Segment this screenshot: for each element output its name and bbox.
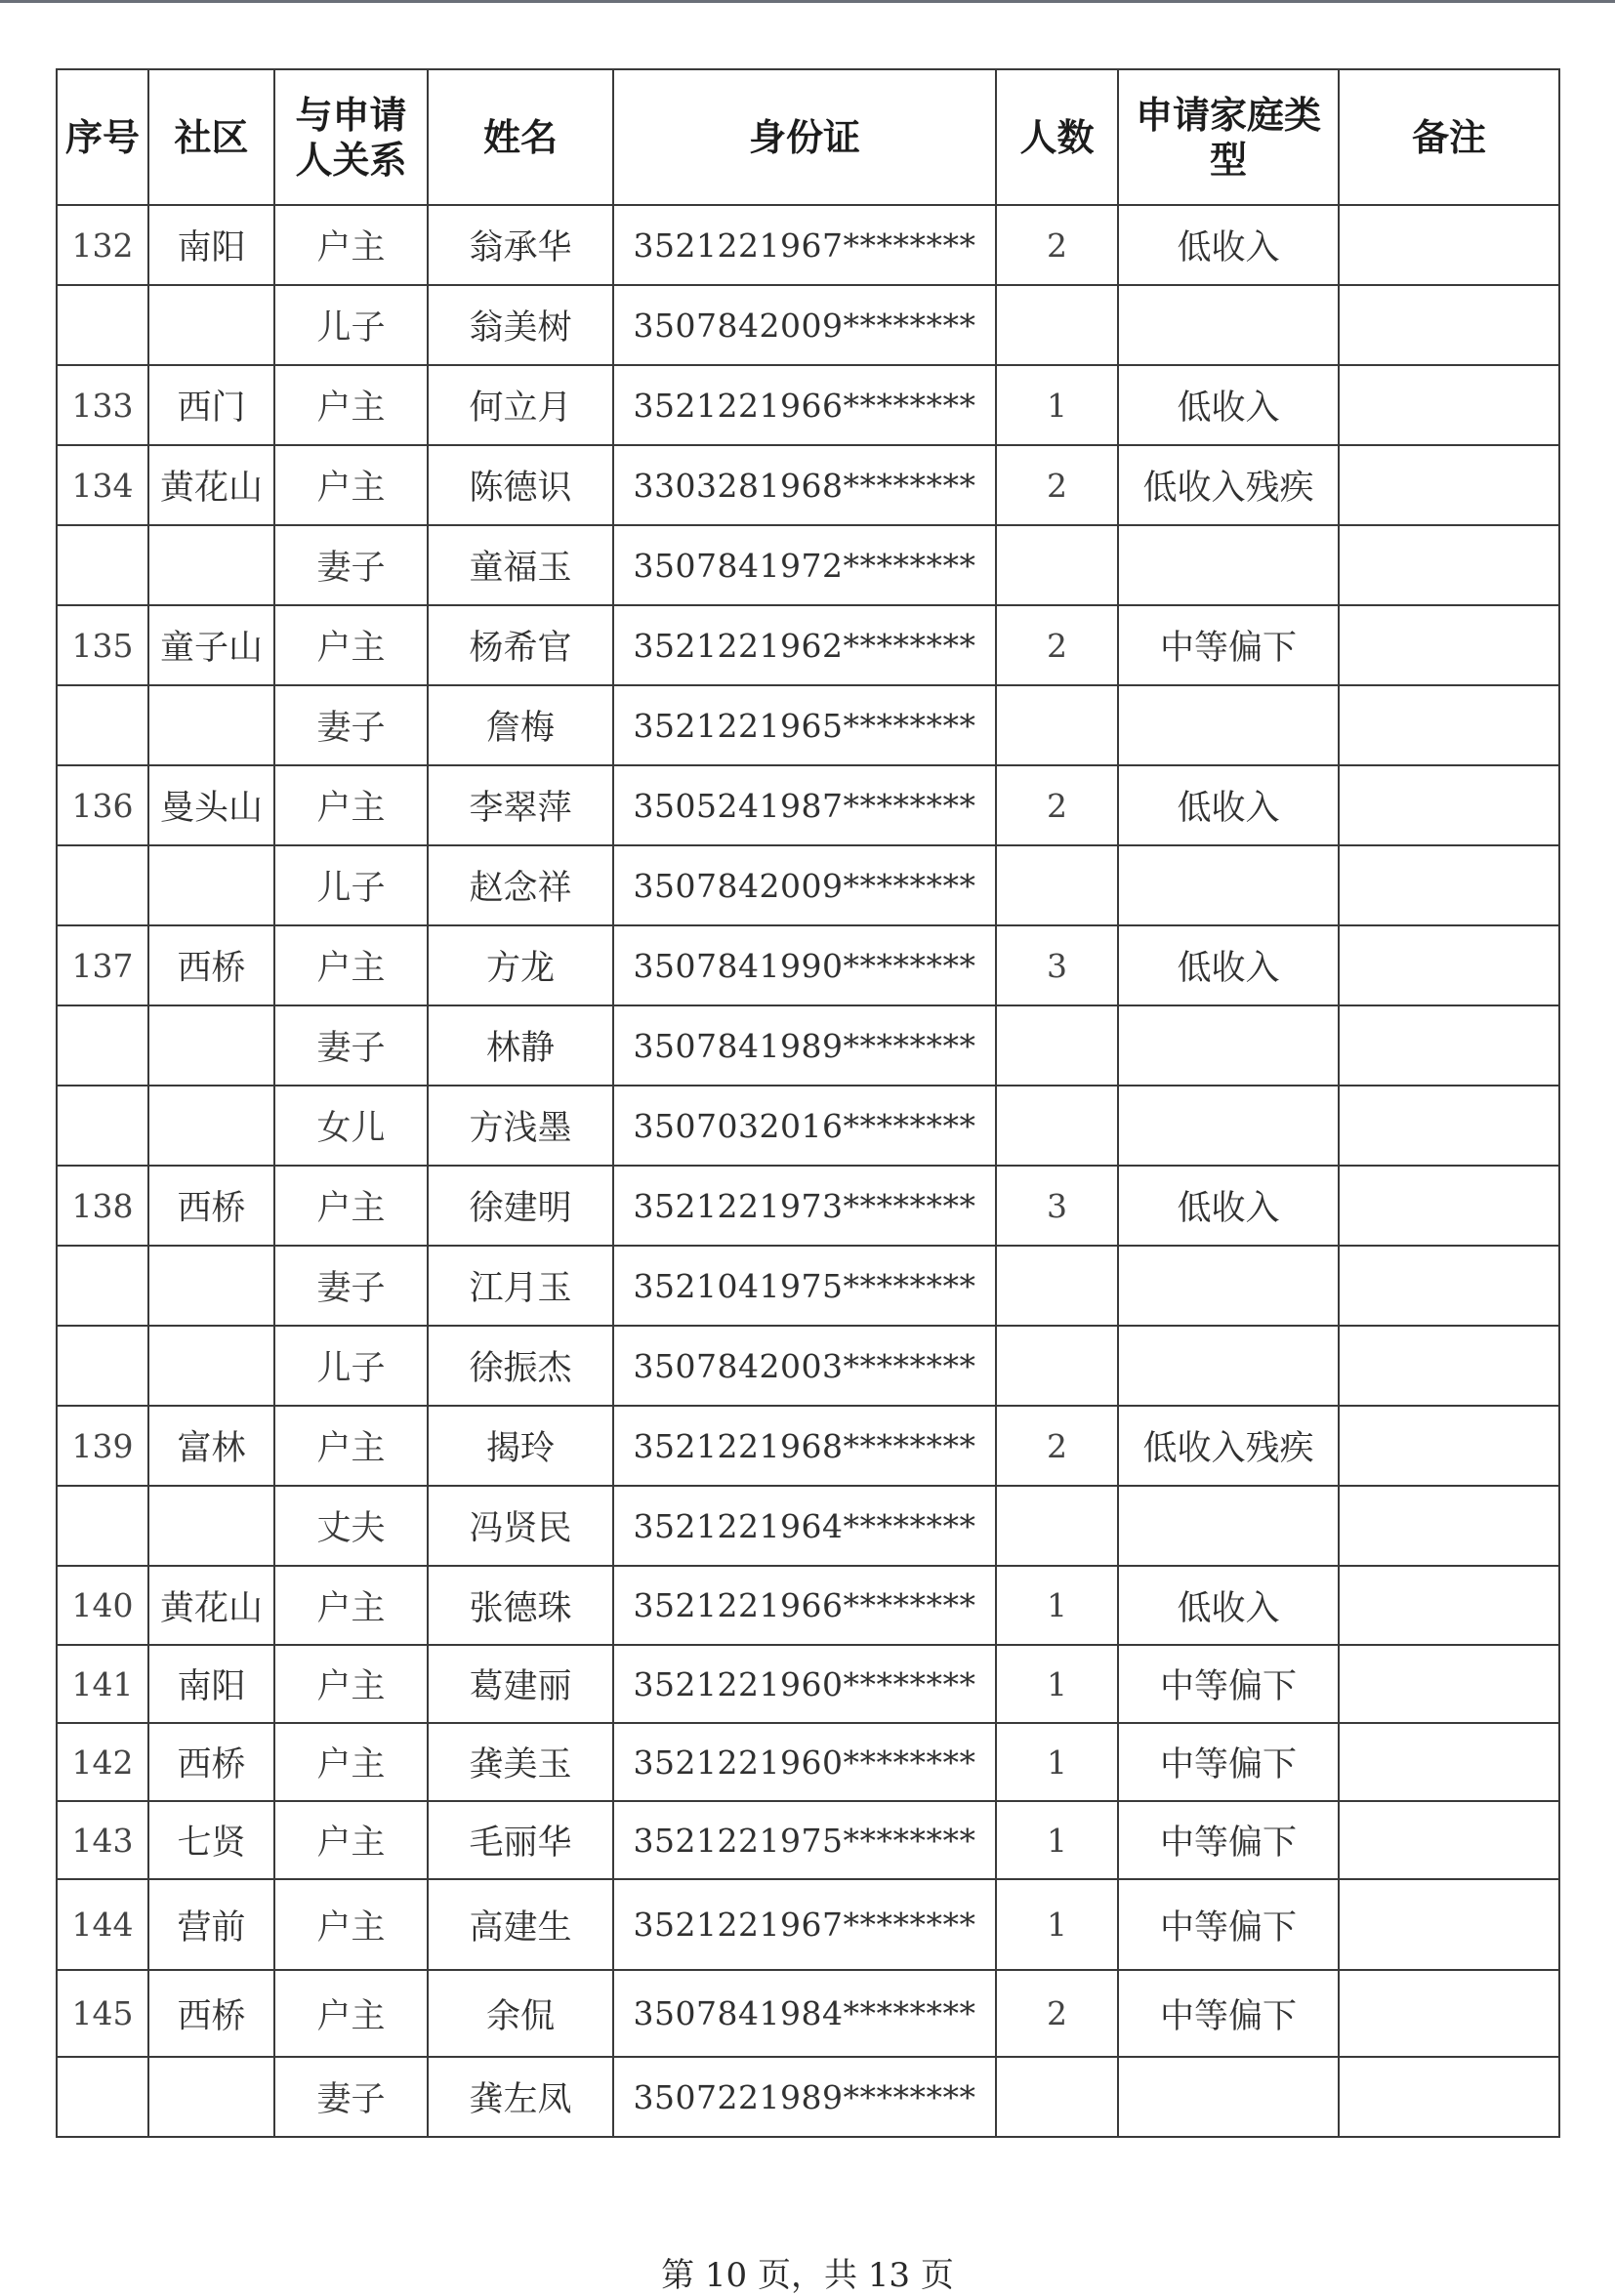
cell-community: 南阳 [148, 205, 274, 285]
cell-relation: 户主 [274, 605, 428, 685]
cell-relation: 妻子 [274, 2057, 428, 2137]
cell-id-number: 3507842009******** [613, 285, 996, 365]
cell-household-type: 低收入 [1118, 205, 1339, 285]
header-community: 社区 [148, 69, 274, 205]
table-row [57, 1086, 1559, 1166]
table-row [57, 1801, 1559, 1879]
cell-remark [1339, 2057, 1559, 2137]
cell-household-type: 中等偏下 [1118, 605, 1339, 685]
cell-household-type: 低收入 [1118, 1566, 1339, 1645]
table-row [57, 445, 1559, 525]
cell-name: 詹梅 [428, 685, 613, 765]
cell-community: 黄花山 [148, 1566, 274, 1645]
cell-name: 翁美树 [428, 285, 613, 365]
cell-member-count: 1 [996, 1723, 1118, 1801]
cell-community [148, 1005, 274, 1086]
cell-name: 葛建丽 [428, 1645, 613, 1723]
cell-community: 七贤 [148, 1801, 274, 1879]
cell-seq: 142 [57, 1723, 148, 1801]
cell-community [148, 845, 274, 925]
cell-name: 龚美玉 [428, 1723, 613, 1801]
cell-seq: 134 [57, 445, 148, 525]
cell-household-type: 低收入残疾 [1118, 445, 1339, 525]
table-row [57, 845, 1559, 925]
cell-member-count [996, 1086, 1118, 1166]
table-row [57, 765, 1559, 845]
scan-edge [0, 0, 1615, 3]
cell-member-count: 1 [996, 365, 1118, 445]
cell-seq [57, 1005, 148, 1086]
cell-relation: 儿子 [274, 285, 428, 365]
cell-member-count [996, 525, 1118, 605]
cell-id-number: 3507842009******** [613, 845, 996, 925]
cell-remark [1339, 205, 1559, 285]
cell-seq: 132 [57, 205, 148, 285]
header-name: 姓名 [428, 69, 613, 205]
table-row [57, 685, 1559, 765]
cell-relation: 户主 [274, 445, 428, 525]
cell-remark [1339, 365, 1559, 445]
cell-seq [57, 845, 148, 925]
cell-member-count [996, 1326, 1118, 1406]
cell-seq: 138 [57, 1166, 148, 1246]
cell-household-type [1118, 1486, 1339, 1566]
header-row [57, 69, 1559, 205]
cell-community [148, 2057, 274, 2137]
cell-household-type: 中等偏下 [1118, 1801, 1339, 1879]
cell-member-count: 3 [996, 1166, 1118, 1246]
cell-remark [1339, 1166, 1559, 1246]
cell-id-number: 3507841984******** [613, 1970, 996, 2057]
cell-community: 曼头山 [148, 765, 274, 845]
cell-relation: 女儿 [274, 1086, 428, 1166]
cell-name: 揭玲 [428, 1406, 613, 1486]
cell-relation: 户主 [274, 1879, 428, 1970]
cell-member-count: 1 [996, 1879, 1118, 1970]
cell-name: 何立月 [428, 365, 613, 445]
cell-name: 杨希官 [428, 605, 613, 685]
cell-household-type: 低收入残疾 [1118, 1406, 1339, 1486]
cell-household-type [1118, 845, 1339, 925]
header-relation [274, 69, 428, 205]
cell-id-number: 3507032016******** [613, 1086, 996, 1166]
table-row [57, 1326, 1559, 1406]
cell-id-number: 3303281968******** [613, 445, 996, 525]
cell-relation: 户主 [274, 1723, 428, 1801]
cell-remark [1339, 525, 1559, 605]
cell-remark [1339, 845, 1559, 925]
cell-member-count [996, 285, 1118, 365]
cell-member-count: 2 [996, 765, 1118, 845]
cell-household-type: 中等偏下 [1118, 1970, 1339, 2057]
cell-seq [57, 2057, 148, 2137]
header-seq: 序号 [57, 69, 148, 205]
cell-id-number: 3521221966******** [613, 1566, 996, 1645]
table-row [57, 605, 1559, 685]
cell-seq: 137 [57, 925, 148, 1005]
cell-household-type: 低收入 [1118, 925, 1339, 1005]
cell-name: 张德珠 [428, 1566, 613, 1645]
cell-seq [57, 1086, 148, 1166]
cell-member-count [996, 1005, 1118, 1086]
header-type [1118, 69, 1339, 205]
cell-id-number: 3521041975******** [613, 1246, 996, 1326]
cell-community: 南阳 [148, 1645, 274, 1723]
cell-household-type: 低收入 [1118, 365, 1339, 445]
cell-household-type [1118, 525, 1339, 605]
cell-remark [1339, 685, 1559, 765]
cell-id-number: 3507841990******** [613, 925, 996, 1005]
cell-relation: 户主 [274, 1166, 428, 1246]
table-row [57, 925, 1559, 1005]
cell-id-number: 3507841972******** [613, 525, 996, 605]
cell-seq: 145 [57, 1970, 148, 2057]
cell-seq [57, 525, 148, 605]
cell-community [148, 1246, 274, 1326]
cell-household-type [1118, 685, 1339, 765]
cell-community: 童子山 [148, 605, 274, 685]
cell-id-number: 3521221964******** [613, 1486, 996, 1566]
cell-member-count: 2 [996, 1406, 1118, 1486]
cell-relation: 丈夫 [274, 1486, 428, 1566]
cell-seq: 136 [57, 765, 148, 845]
cell-relation: 户主 [274, 1566, 428, 1645]
cell-seq: 135 [57, 605, 148, 685]
cell-remark [1339, 1005, 1559, 1086]
cell-id-number: 3521221960******** [613, 1723, 996, 1801]
cell-member-count [996, 845, 1118, 925]
cell-remark [1339, 1406, 1559, 1486]
table-row [57, 1566, 1559, 1645]
cell-name: 余侃 [428, 1970, 613, 2057]
cell-name: 徐建明 [428, 1166, 613, 1246]
cell-relation: 户主 [274, 1801, 428, 1879]
cell-member-count: 2 [996, 1970, 1118, 2057]
header-remark: 备注 [1339, 69, 1559, 205]
cell-id-number: 3521221960******** [613, 1645, 996, 1723]
cell-seq: 133 [57, 365, 148, 445]
cell-member-count: 3 [996, 925, 1118, 1005]
table-row [57, 205, 1559, 285]
cell-household-type [1118, 285, 1339, 365]
cell-remark [1339, 1486, 1559, 1566]
cell-seq: 144 [57, 1879, 148, 1970]
cell-relation: 妻子 [274, 1246, 428, 1326]
cell-household-type: 低收入 [1118, 765, 1339, 845]
cell-id-number: 3507221989******** [613, 2057, 996, 2137]
table-row [57, 1166, 1559, 1246]
cell-name: 李翠萍 [428, 765, 613, 845]
table-row [57, 1246, 1559, 1326]
cell-remark [1339, 925, 1559, 1005]
cell-remark [1339, 1246, 1559, 1326]
cell-seq: 140 [57, 1566, 148, 1645]
cell-name: 翁承华 [428, 205, 613, 285]
cell-relation: 妻子 [274, 1005, 428, 1086]
cell-remark [1339, 445, 1559, 525]
cell-relation: 儿子 [274, 845, 428, 925]
cell-relation: 户主 [274, 365, 428, 445]
roster-body [57, 205, 1559, 2137]
cell-member-count: 1 [996, 1645, 1118, 1723]
cell-remark [1339, 1970, 1559, 2057]
table-row [57, 1723, 1559, 1801]
cell-member-count: 2 [996, 205, 1118, 285]
cell-household-type [1118, 2057, 1339, 2137]
cell-household-type [1118, 1246, 1339, 1326]
cell-community: 西桥 [148, 1166, 274, 1246]
cell-seq [57, 685, 148, 765]
cell-name: 童福玉 [428, 525, 613, 605]
cell-remark [1339, 1086, 1559, 1166]
cell-name: 江月玉 [428, 1246, 613, 1326]
cell-remark [1339, 1326, 1559, 1406]
cell-relation: 妻子 [274, 525, 428, 605]
cell-id-number: 3507842003******** [613, 1326, 996, 1406]
cell-remark [1339, 605, 1559, 685]
cell-community [148, 525, 274, 605]
cell-relation: 儿子 [274, 1326, 428, 1406]
cell-seq: 139 [57, 1406, 148, 1486]
cell-name: 毛丽华 [428, 1801, 613, 1879]
header-relation-label: 与申请人关系 [295, 93, 407, 182]
table-row [57, 2057, 1559, 2137]
cell-name: 徐振杰 [428, 1326, 613, 1406]
cell-community [148, 285, 274, 365]
cell-community [148, 685, 274, 765]
cell-relation: 户主 [274, 1406, 428, 1486]
cell-member-count [996, 1246, 1118, 1326]
cell-household-type: 低收入 [1118, 1166, 1339, 1246]
cell-remark [1339, 1801, 1559, 1879]
cell-id-number: 3521221966******** [613, 365, 996, 445]
cell-member-count: 1 [996, 1801, 1118, 1879]
table-row [57, 365, 1559, 445]
cell-name: 龚左凤 [428, 2057, 613, 2137]
cell-member-count: 2 [996, 445, 1118, 525]
cell-remark [1339, 1723, 1559, 1801]
cell-relation: 户主 [274, 925, 428, 1005]
cell-id-number: 3521221962******** [613, 605, 996, 685]
cell-household-type [1118, 1086, 1339, 1166]
cell-relation: 户主 [274, 765, 428, 845]
cell-name: 林静 [428, 1005, 613, 1086]
cell-household-type [1118, 1326, 1339, 1406]
table-row [57, 1406, 1559, 1486]
cell-community: 黄花山 [148, 445, 274, 525]
cell-id-number: 3521221973******** [613, 1166, 996, 1246]
cell-id-number: 3521221965******** [613, 685, 996, 765]
cell-household-type: 中等偏下 [1118, 1645, 1339, 1723]
cell-community: 西桥 [148, 1723, 274, 1801]
cell-member-count: 1 [996, 1566, 1118, 1645]
cell-household-type: 中等偏下 [1118, 1723, 1339, 1801]
cell-relation: 户主 [274, 205, 428, 285]
cell-household-type [1118, 1005, 1339, 1086]
table-row [57, 1005, 1559, 1086]
cell-community: 富林 [148, 1406, 274, 1486]
table-row [57, 285, 1559, 365]
cell-community [148, 1326, 274, 1406]
cell-name: 冯贤民 [428, 1486, 613, 1566]
cell-remark [1339, 1566, 1559, 1645]
table-row [57, 525, 1559, 605]
household-roster-table [56, 68, 1560, 2138]
cell-seq: 143 [57, 1801, 148, 1879]
cell-id-number: 3521221975******** [613, 1801, 996, 1879]
table-row [57, 1645, 1559, 1723]
cell-name: 赵念祥 [428, 845, 613, 925]
cell-seq: 141 [57, 1645, 148, 1723]
cell-remark [1339, 285, 1559, 365]
header-type-label: 申请家庭类型 [1135, 93, 1321, 182]
header-count: 人数 [996, 69, 1118, 205]
cell-name: 方龙 [428, 925, 613, 1005]
cell-member-count [996, 2057, 1118, 2137]
cell-community: 西桥 [148, 1970, 274, 2057]
cell-remark [1339, 1879, 1559, 1970]
cell-seq [57, 1246, 148, 1326]
cell-community: 西门 [148, 365, 274, 445]
cell-name: 高建生 [428, 1879, 613, 1970]
cell-community [148, 1486, 274, 1566]
cell-remark [1339, 1645, 1559, 1723]
cell-relation: 妻子 [274, 685, 428, 765]
cell-remark [1339, 765, 1559, 845]
cell-household-type: 中等偏下 [1118, 1879, 1339, 1970]
cell-member-count [996, 1486, 1118, 1566]
page-number: 第 10 页，共 13 页 [661, 2256, 954, 2295]
cell-seq [57, 1326, 148, 1406]
cell-name: 陈德识 [428, 445, 613, 525]
table-row [57, 1486, 1559, 1566]
cell-name: 方浅墨 [428, 1086, 613, 1166]
cell-seq [57, 1486, 148, 1566]
cell-member-count: 2 [996, 605, 1118, 685]
table-row [57, 1879, 1559, 1970]
cell-id-number: 3521221968******** [613, 1406, 996, 1486]
cell-id-number: 3521221967******** [613, 205, 996, 285]
cell-relation: 户主 [274, 1970, 428, 2057]
cell-id-number: 3507841989******** [613, 1005, 996, 1086]
cell-member-count [996, 685, 1118, 765]
header-id: 身份证 [613, 69, 996, 205]
cell-community [148, 1086, 274, 1166]
cell-relation: 户主 [274, 1645, 428, 1723]
table-row [57, 1970, 1559, 2057]
cell-community: 西桥 [148, 925, 274, 1005]
cell-id-number: 3521221967******** [613, 1879, 996, 1970]
cell-seq [57, 285, 148, 365]
cell-community: 营前 [148, 1879, 274, 1970]
cell-id-number: 3505241987******** [613, 765, 996, 845]
